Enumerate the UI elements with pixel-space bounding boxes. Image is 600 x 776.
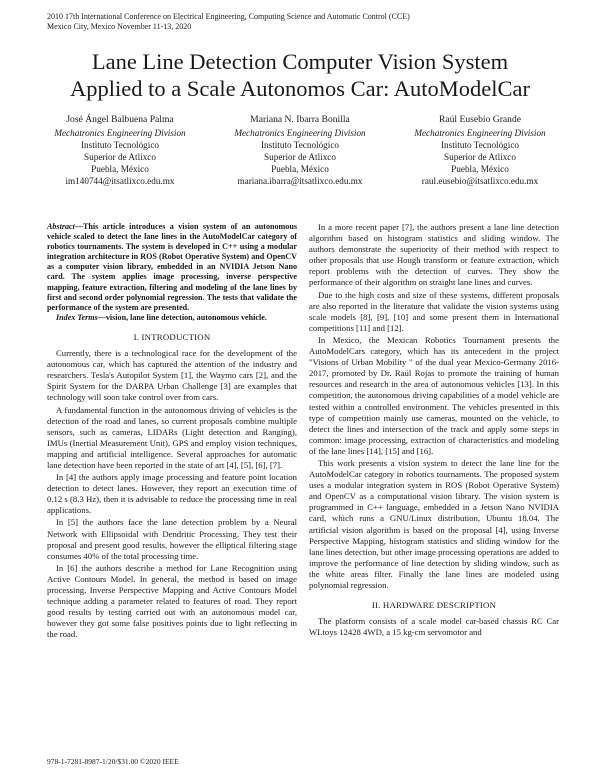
author-division: Mechatronics Engineering Division [54,128,186,138]
author-name: Mariana N. Ibarra Bonilla [250,114,350,125]
paragraph: Due to the high costs and size of these systems, different proposals are also reported in the literature that validate the vision systems using scale models [8], [9], [10] and some present them in International competitions [11] and [12]. [309,289,559,333]
author-campus: Superior de Atlixco [444,152,516,162]
conference-header-line1: 2010 17th International Conference on Electrical Engineering, Computing Science and Automatic Control (CCE) [47,12,410,21]
paper-title-line1: Lane Line Detection Computer Vision System [91,49,509,74]
author-email: mariana.ibarra@itsatlixco.edu.mx [237,176,363,186]
index-terms [47,313,297,323]
abstract-label: Abstract [47,222,75,231]
paragraph: In [4] the authors apply image processing and feature point location detection to detect lanes. However, they report an execution time of 0.12 s (8.3 Hz), then it is advisable to reduce the processing time in real applications. [47,472,297,516]
author-division: Mechatronics Engineering Division [414,128,546,138]
author-institution: Instituto Tecnológico [80,140,160,150]
paper-title-line2: Applied to a Scale Autonomos Car: AutoModelCar [70,76,530,101]
author-campus: Superior de Atlixco [264,152,336,162]
author-3 [390,114,570,187]
paragraph: The platform consists of a scale model car-based chassis RC Car WLtoys 12428 4WD, a 15 kg-cm servomotor and [309,616,559,638]
conference-header [47,12,567,32]
paragraph: Currently, there is a technological race for the development of the autonomous car, which has captured the attention of the industry and researchers. Tesla's Autopilot System [1], the Waymo cars [2], and the Spirit System for the DARPA Urban Challenge [3] are examples that technology will soon take control over from cars. [47,348,297,403]
index-terms-label: Index Terms [56,312,98,322]
paper-title [30,48,570,102]
author-city: Puebla, México [271,164,329,174]
author-city: Puebla, México [451,164,509,174]
right-column [309,222,559,639]
paragraph: This work presents a vision system to detect the lane line for the AutoModelCar category in robotics tournaments. The proposed system uses a modular integration system in ROS (Robot Operative System) and OpenCV as a computational vision library. The vision system is programmed in C++ language, embedded in a Jetson Nano NVIDIA card, which runs a GNU/Linux distribution, Ubuntu 18.04. The artificial vision algorithm is based on the proposal [4], using Inverse Perspective Mapping, histogram statistics and sliding window for the lane lines detection, but other image processing operations are added to improve the performance of line detection by sliding window, such as the white areas filter. Finally the lane lines are modeled using polynomial regression. [309,457,559,590]
author-city: Puebla, México [91,164,149,174]
paragraph: In [6] the authors describe a method for Lane Recognition using Active Contours Model. In general, the method is based on image processing, Inverse Perspective Mapping and Active Contours Model technique adding a parameter related to features of road. They report good results by testing carried out with an autonomous model car, however they got some false positives points due to light reflecting in the road. [47,562,297,640]
author-2 [210,114,390,187]
paragraph: A fundamental function in the autonomous driving of vehicles is the detection of the road and lanes, so current proposals combine multiple sensors, such as cameras, LIDARs (Light detection and Ranging), IMUs (Inertial Measurement Unit), GPS and employ vision techniques, mapping and artificial intelligence. Several approaches for automatic lane detection have been reported in the state of art [4], [5], [6], [7]. [47,404,297,470]
author-campus: Superior de Atlixco [84,152,156,162]
author-institution: Instituto Tecnológico [440,140,520,150]
section-heading-hardware: II. HARDWARE DESCRIPTION [371,600,497,611]
author-email: im140744@itsatlixco.edu.mx [65,176,175,186]
author-institution: Instituto Tecnológico [260,140,340,150]
paragraph: In Mexico, the Mexican Robotics Tournament presents the AutoModelCars category, which has its antecedent in the project "Visions of Urban Mobility " of the dual year Mexico-Germany 2016-2017, promoted by Dr. Raúl Rojas to promote the training of human resources and research in the area of autonomous vehicles [13]. In this competition, the autonomous driving capabilities of a model vehicle are tested within a controlled environment. The vehicles presented in this type of competition mainly use cameras, mounted on the vehicle, to detect the lines and intersection of the track and apply some steps in common: image processing, extraction of characteristics and modeling of the lane lines [14], [15] and [16]. [309,334,559,456]
section-heading-introduction: I. INTRODUCTION [133,331,211,342]
author-block [30,114,570,187]
abstract-text: —This article introduces a vision system of an autonomous vehicle scaled to detect the lane lines in the AutoModelCar category of robotics tournaments. The system is developed in C++ using a modular integration architecture in ROS (Robot Operative System) and OpenCV as a computer vision library, embedded in an NVIDIA Jetson Nano card. The system applies image processing, inverse perspective mapping, feature extraction, filtering and modeling of the lane lines by first and second order polynomial regression. The tests that validate the performance of the system are presented. [47,222,297,312]
abstract [47,222,297,313]
index-terms-text: —vision, lane line detection, autonomous vehicle. [97,312,267,322]
paragraph: In [5] the authors face the lane detection problem by a Neural Network with Ellipsoidal with Dendritic Processing. They test their proposal and present good results, however the elliptical filtering stage consumes 40% of the total processing time. [47,517,297,561]
author-email: raul.eusebio@itsatlixco.edu.mx [421,176,539,186]
author-1 [30,114,210,187]
paragraph: In a more recent paper [7], the authors present a lane line detection algorithm based on histogram statistics and sliding window. The authors demonstrate the superiority of their method with respect to other proposals that use Hough transform or feature extraction, which report problems with the detection of curves. They show the performance of their algorithm on straight lane lines and curves. [309,222,559,288]
conference-header-line2: Mexico City, Mexico November 11-13, 2020 [47,22,192,31]
author-division: Mechatronics Engineering Division [234,128,366,138]
left-column [47,222,297,641]
author-name: Raúl Eusebio Grande [438,114,522,125]
copyright-footer: 978-1-7281-8987-1/20/$31.00 ©2020 IEEE [47,757,179,766]
author-name: José Ángel Balbuena Palma [66,114,174,125]
